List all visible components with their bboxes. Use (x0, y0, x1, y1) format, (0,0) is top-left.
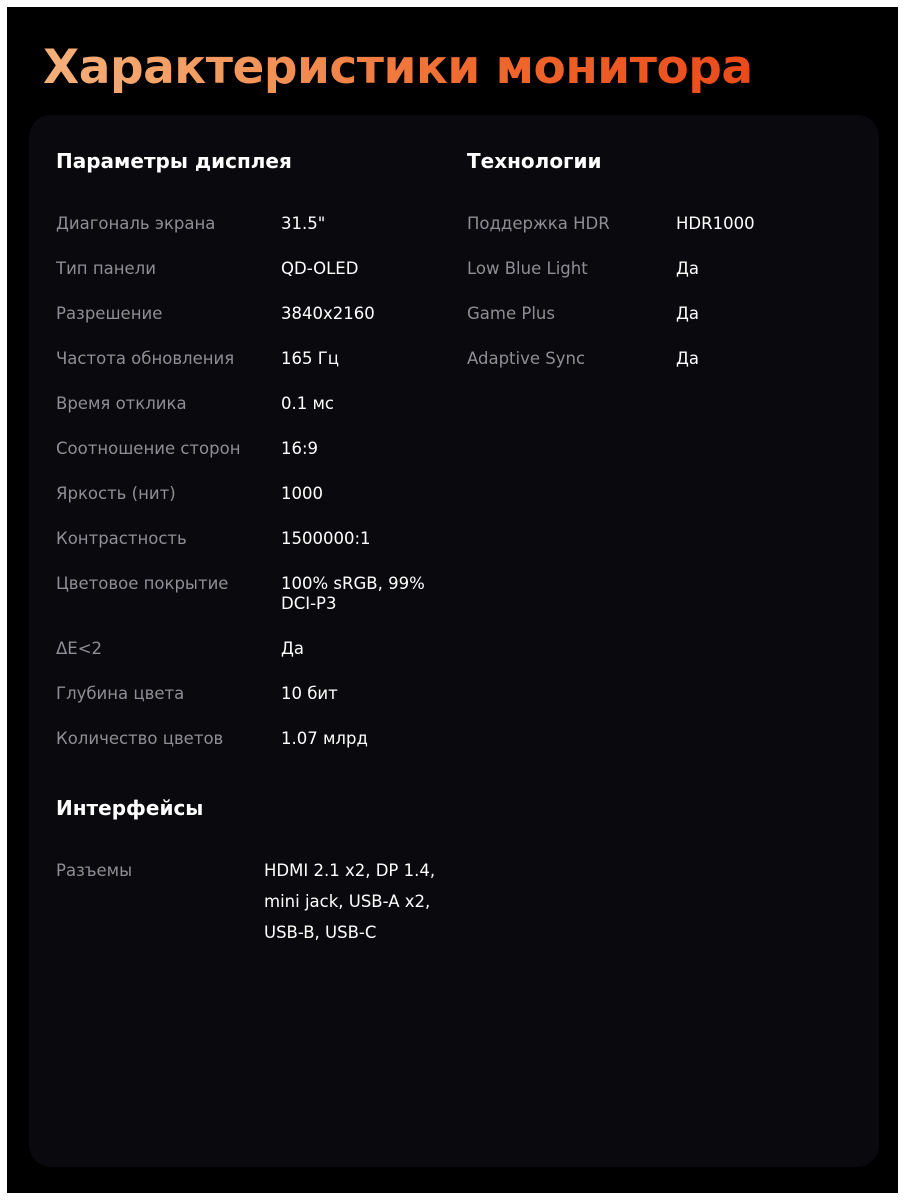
spec-value: 1000 (281, 484, 323, 503)
spec-row-resolution (56, 304, 441, 324)
spec-label: Яркость (нит) (56, 484, 176, 503)
page-title: Характеристики монитора (43, 37, 753, 99)
spec-value: Да (676, 304, 700, 323)
spec-label: Количество цветов (56, 729, 224, 748)
spec-row-brightness (56, 484, 441, 504)
spec-row-contrast (56, 529, 441, 549)
spec-row-color-gamut (56, 574, 441, 614)
spec-value: HDR1000 (676, 214, 755, 233)
spec-label: Adaptive Sync (467, 349, 586, 368)
spec-value: Да (676, 349, 700, 368)
spec-row-hdr (467, 214, 816, 234)
spec-label: Соотношение сторон (56, 439, 241, 458)
spec-label: Поддержка HDR (467, 214, 610, 233)
spec-value: 16:9 (281, 439, 319, 458)
interface-specs-list (56, 861, 454, 948)
spec-row-panel-type (56, 259, 441, 279)
page-frame (7, 7, 898, 1193)
spec-row-refresh-rate (56, 349, 441, 369)
spec-label: ΔE<2 (56, 639, 103, 658)
spec-label: Частота обновления (56, 349, 235, 368)
specs-card (29, 115, 879, 1167)
spec-label: Глубина цвета (56, 684, 185, 703)
spec-value: QD-OLED (281, 259, 359, 278)
spec-value: 1.07 млрд (281, 729, 368, 748)
spec-label: Low Blue Light (467, 259, 588, 278)
spec-row-game-plus (467, 304, 816, 324)
spec-value: 100% sRGB, 99% DCI-P3 (281, 574, 425, 613)
spec-value: Да (281, 639, 305, 658)
spec-label: Диагональ экрана (56, 214, 216, 233)
spec-value: 1500000:1 (281, 529, 371, 548)
spec-row-color-depth (56, 684, 441, 704)
spec-row-connectors (56, 861, 454, 948)
section-title-technologies: Технологии (467, 149, 602, 173)
spec-row-adaptive-sync (467, 349, 816, 369)
spec-value: 3840x2160 (281, 304, 375, 323)
spec-label: Время отклика (56, 394, 187, 413)
spec-label: Разъемы (56, 861, 133, 880)
spec-row-diagonal (56, 214, 441, 234)
spec-value: 165 Гц (281, 349, 340, 368)
technology-specs-list (467, 214, 816, 394)
spec-label: Разрешение (56, 304, 163, 323)
spec-label: Тип панели (56, 259, 156, 278)
spec-value: 0.1 мс (281, 394, 335, 413)
section-title-interfaces: Интерфейсы (56, 796, 204, 820)
spec-row-delta-e (56, 639, 441, 659)
spec-value: HDMI 2.1 x2, DP 1.4, mini jack, USB-A x2, USB-B, USB-C (264, 861, 436, 942)
spec-label: Цветовое покрытие (56, 574, 229, 593)
display-specs-list (56, 214, 441, 774)
spec-row-color-count (56, 729, 441, 749)
spec-row-response-time (56, 394, 441, 414)
spec-value: 31.5" (281, 214, 326, 233)
section-title-display: Параметры дисплея (56, 149, 292, 173)
spec-row-low-blue-light (467, 259, 816, 279)
spec-row-aspect-ratio (56, 439, 441, 459)
spec-label: Game Plus (467, 304, 555, 323)
spec-label: Контрастность (56, 529, 187, 548)
spec-value: Да (676, 259, 700, 278)
spec-value: 10 бит (281, 684, 338, 703)
